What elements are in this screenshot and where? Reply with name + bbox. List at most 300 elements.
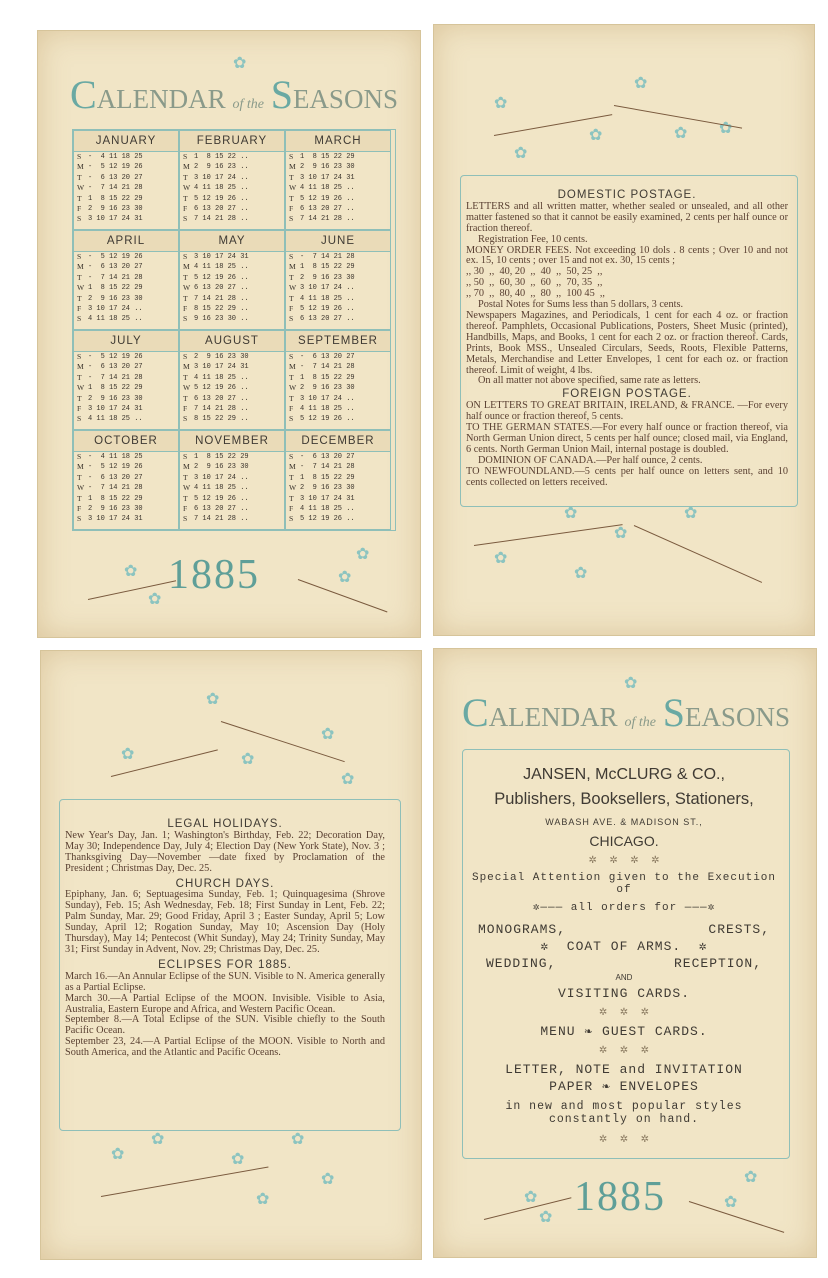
day-numbers: - 7 14 21 28 xyxy=(300,363,355,372)
day-letter: S xyxy=(77,452,82,461)
day-letter: T xyxy=(289,293,294,303)
week-row xyxy=(286,394,390,404)
flower-icon xyxy=(744,1169,760,1185)
week-row xyxy=(74,394,178,404)
day-letter: T xyxy=(77,272,82,282)
postage-card xyxy=(433,24,815,636)
day-letter: W xyxy=(183,383,191,393)
day-letter: F xyxy=(289,204,294,214)
day-letter: M xyxy=(289,262,296,272)
day-letter: W xyxy=(77,283,85,293)
day-numbers: - 6 13 20 27 xyxy=(88,473,143,482)
day-letter: F xyxy=(183,304,188,314)
week-row xyxy=(286,194,390,204)
day-letter: W xyxy=(77,483,85,493)
month-name: SEPTEMBER xyxy=(286,331,390,352)
week-row xyxy=(74,483,178,493)
week-row xyxy=(74,262,178,272)
eclipse-item: March 16.—An Annular Eclipse of the SUN. Visible to N. America generally as a Partial Eclipse. xyxy=(65,970,385,993)
day-numbers: 5 12 19 26 .. xyxy=(194,384,249,393)
day-letter: F xyxy=(289,304,294,314)
week-row xyxy=(286,252,390,262)
day-numbers: 4 11 18 25 .. xyxy=(88,415,143,424)
flower-icon xyxy=(574,565,590,581)
day-numbers: 2 9 16 23 30 xyxy=(88,394,143,403)
foreign-p1: ON LETTERS TO GREAT BRITAIN, IRELAND, & FRANCE. —For every half ounce or fraction thereof, 5 cents. xyxy=(466,400,788,423)
week-row xyxy=(74,273,178,283)
day-numbers: 1 8 15 22 29 xyxy=(88,194,143,203)
week-row xyxy=(74,473,178,483)
day-numbers: 4 11 18 25 .. xyxy=(194,373,249,382)
money-row: ,, 50 ,, 60, 30 ,, 60 ,, 70, 35 ,, xyxy=(466,277,603,289)
month-name: AUGUST xyxy=(180,331,284,352)
day-letter: T xyxy=(183,293,188,303)
wedding-row: WEDDING, RECEPTION, xyxy=(486,956,762,971)
postal-notes-text: Postal Notes for Sums less than 5 dollars, 3 cents. xyxy=(478,299,684,311)
flower-icon xyxy=(121,746,137,762)
flower-icon xyxy=(614,525,630,541)
branch-decoration xyxy=(634,525,762,583)
day-numbers: 3 10 17 24 .. xyxy=(300,284,355,293)
day-numbers: 5 12 19 26 .. xyxy=(194,273,249,282)
day-numbers: 4 11 18 25 .. xyxy=(300,505,355,514)
flower-icon xyxy=(684,505,700,521)
calendar-grid xyxy=(72,129,396,531)
ornament-row: ✲ ✲ ✲ ✲ xyxy=(588,855,660,866)
flower-icon xyxy=(231,1151,247,1167)
month-name: MAY xyxy=(180,231,284,252)
day-letter: F xyxy=(77,504,82,514)
week-row xyxy=(74,194,178,204)
week-row xyxy=(180,483,284,493)
week-row xyxy=(180,183,284,193)
month-block xyxy=(73,230,179,330)
day-numbers: 4 11 18 25 .. xyxy=(194,484,249,493)
week-row xyxy=(286,304,390,314)
day-letter: M xyxy=(289,362,296,372)
on-all-text: On all matter not above specified, same rate as letters. xyxy=(478,375,701,387)
trades-line: Publishers, Booksellers, Stationers, xyxy=(494,790,754,808)
church-heading: CHURCH DAYS. xyxy=(175,877,275,890)
flower-icon xyxy=(356,546,372,562)
week-row xyxy=(74,294,178,304)
week-row xyxy=(180,404,284,414)
day-numbers: - 6 13 20 27 xyxy=(300,453,355,461)
week-row xyxy=(74,504,178,514)
flower-icon xyxy=(341,771,357,787)
month-block xyxy=(285,130,391,230)
calendar-row xyxy=(73,230,395,330)
week-row xyxy=(74,383,178,393)
week-row xyxy=(180,304,284,314)
day-numbers: 5 12 19 26 .. xyxy=(300,515,355,524)
week-row xyxy=(180,283,284,293)
flower-icon xyxy=(514,145,530,161)
paper-line: PAPER ❧ ENVELOPES xyxy=(549,1079,699,1094)
money-row: ,, 70 ,, 80, 40 ,, 80 ,, 100 45 ,, xyxy=(466,288,606,300)
day-numbers: 2 9 16 23 30 xyxy=(300,163,355,172)
week-row xyxy=(180,214,284,224)
week-row xyxy=(74,404,178,414)
day-letter: M xyxy=(183,462,190,472)
city-line: CHICAGO. xyxy=(589,833,659,849)
week-row xyxy=(286,473,390,483)
week-row xyxy=(286,504,390,514)
month-block xyxy=(179,130,285,230)
day-letter: W xyxy=(289,383,297,393)
day-letter: F xyxy=(77,204,82,214)
day-letter: T xyxy=(77,293,82,303)
day-letter: S xyxy=(77,414,82,424)
month-block xyxy=(73,130,179,230)
week-row xyxy=(286,152,390,162)
week-row xyxy=(180,362,284,372)
day-numbers: 2 9 16 23 30 xyxy=(300,273,355,282)
week-row xyxy=(74,304,178,314)
flower-icon xyxy=(206,691,222,707)
day-numbers: 7 14 21 28 .. xyxy=(194,215,249,224)
day-letter: F xyxy=(183,204,188,214)
flower-icon xyxy=(241,751,257,767)
day-letter: W xyxy=(77,183,85,193)
month-block xyxy=(73,430,179,530)
day-numbers: 7 14 21 28 .. xyxy=(194,405,249,414)
day-letter: W xyxy=(183,483,191,493)
and-line: AND xyxy=(615,973,633,982)
day-numbers: 1 8 15 22 29 xyxy=(194,453,249,461)
week-row xyxy=(286,204,390,214)
day-letter: S xyxy=(289,214,294,224)
registration-text: Registration Fee, 10 cents. xyxy=(478,233,588,245)
day-letter: F xyxy=(183,504,188,514)
day-numbers: 8 15 22 29 .. xyxy=(194,305,249,314)
day-numbers: 5 12 19 26 .. xyxy=(300,194,355,203)
legal-heading: LEGAL HOLIDAYS. xyxy=(167,818,283,830)
week-row xyxy=(74,452,178,462)
week-row xyxy=(74,204,178,214)
day-numbers: 1 8 15 22 .. xyxy=(194,153,249,161)
branch-decoration xyxy=(101,1166,269,1197)
day-numbers: 7 14 21 28 .. xyxy=(194,294,249,303)
week-row xyxy=(180,314,284,324)
special-line: Special Attention given to the Execution of xyxy=(471,872,777,896)
styles-line: in new and most popular styles constantly on hand. xyxy=(505,1100,743,1126)
day-letter: M xyxy=(289,162,296,172)
week-row xyxy=(180,204,284,214)
week-row xyxy=(286,294,390,304)
day-letter: W xyxy=(289,183,297,193)
monograms-row: MONOGRAMS, CRESTS, xyxy=(478,922,770,937)
day-letter: M xyxy=(77,362,84,372)
day-letter: T xyxy=(77,372,82,382)
ornament-row: ✲ ✲ ✲ xyxy=(598,1007,650,1018)
day-numbers: 1 8 15 22 29 xyxy=(88,384,143,393)
day-numbers: 2 9 16 23 .. xyxy=(194,163,249,172)
month-block xyxy=(285,230,391,330)
week-row xyxy=(286,262,390,272)
day-numbers: - 7 14 21 28 xyxy=(88,273,143,282)
day-numbers: - 5 12 19 26 xyxy=(88,163,143,172)
week-row xyxy=(180,173,284,183)
day-letter: F xyxy=(289,404,294,414)
day-letter: T xyxy=(289,193,294,203)
day-numbers: 4 11 18 25 .. xyxy=(300,294,355,303)
day-letter: S xyxy=(289,514,294,524)
all-orders-line: ✲——— all orders for ———✲ xyxy=(532,902,716,914)
foreign-p3: DOMINION OF CANADA.—Per half ounce, 2 cents. xyxy=(478,454,703,466)
address-line: WABASH AVE. & MADISON ST., xyxy=(545,817,703,827)
day-numbers: 1 8 15 22 29 xyxy=(300,473,355,482)
flower-icon xyxy=(338,569,354,585)
month-block xyxy=(179,430,285,530)
week-row xyxy=(286,383,390,393)
day-letter: M xyxy=(183,362,190,372)
week-row xyxy=(180,473,284,483)
flower-icon xyxy=(321,1171,337,1187)
day-numbers: - 6 13 20 27 xyxy=(88,173,143,182)
day-letter: M xyxy=(77,262,84,272)
day-numbers: 3 10 17 24 31 xyxy=(194,363,249,372)
day-letter: S xyxy=(289,452,294,461)
day-numbers: - 7 14 21 28 xyxy=(300,253,355,261)
day-letter: S xyxy=(183,214,188,224)
day-numbers: 3 10 17 24 .. xyxy=(194,173,249,182)
day-numbers: 4 11 18 25 .. xyxy=(300,405,355,414)
day-numbers: 8 15 22 29 .. xyxy=(194,415,249,424)
ornament-row: ✲ ✲ ✲ xyxy=(598,1134,650,1145)
day-letter: S xyxy=(77,314,82,324)
week-row xyxy=(180,414,284,424)
branch-decoration xyxy=(474,524,623,546)
month-block xyxy=(285,430,391,530)
newspapers-text: Newspapers Magazines, and Periodicals, 1 cent for each 4 oz. or fraction thereof. Pamphlets, Occasional Publications, Posters, Sheet Music (printed), Handbills, Maps, and Books, 1 cent for each 2 oz. or fraction thereof. Cards, Prints, Book MSS., Unsealed Circulars, Seeds, Roots, Flexible Patterns, Metals, Merchandise and Letter Envelopes, 1 cent for each oz. or fraction thereof. Limit of weight, 4 lbs. xyxy=(466,309,788,376)
day-numbers: 1 8 15 22 29 xyxy=(88,494,143,503)
month-name: FEBRUARY xyxy=(180,131,284,152)
day-numbers: 2 9 16 23 30 xyxy=(300,484,355,493)
flower-icon xyxy=(624,675,640,691)
day-letter: W xyxy=(183,283,191,293)
week-row xyxy=(180,373,284,383)
day-numbers: 3 10 17 24 31 xyxy=(300,494,355,503)
day-letter: T xyxy=(183,472,188,482)
week-row xyxy=(74,494,178,504)
day-letter: M xyxy=(289,462,296,472)
day-numbers: 1 8 15 22 29 xyxy=(88,284,143,293)
day-letter: T xyxy=(289,472,294,482)
week-row xyxy=(74,414,178,424)
church-text: Epiphany, Jan. 6; Septuagesima Sunday, Feb. 1; Quinquagesima (Shrove Sunday), Feb. 15; Ash Wednesday, Feb. 18; First Sunday in Lent, Feb. 22; Palm Sunday, Mar. 29; Good Friday, April 3 ; Easter Sunday, April 5; Low Sunday, April 12; Rogation Sunday, May 10; Ascension Day (Holy Thursday), May 14; Pentecost (Whit Sunday), May 24; Trinity Sunday, May 31; First Sunday in Advent, Nov. 29; Christmas Day, Dec. 25. xyxy=(65,889,385,955)
month-block xyxy=(73,330,179,430)
month-block xyxy=(179,330,285,430)
week-row xyxy=(286,173,390,183)
flower-icon xyxy=(291,1131,307,1147)
week-row xyxy=(74,152,178,162)
day-numbers: 4 11 18 25 .. xyxy=(300,184,355,193)
week-row xyxy=(180,514,284,524)
week-row xyxy=(286,483,390,493)
foreign-p2: TO THE GERMAN STATES.—For every half ounce or fraction thereof, via North German Union direct, 5 cents per half ounce; closed mail, via England, 6 cents. North German Union Mail, internal postage is doubled. xyxy=(466,422,788,455)
week-row xyxy=(180,494,284,504)
day-numbers: 3 10 17 24 31 xyxy=(88,215,143,224)
day-numbers: 2 9 16 23 30 xyxy=(88,505,143,514)
day-numbers: - 4 11 18 25 xyxy=(88,453,143,461)
week-row xyxy=(180,194,284,204)
money-order-text: MONEY ORDER FEES. Not exceeding 10 dols . 8 cents ; Over 10 and not ex. 15, 10 cents ; over 15 and not ex. 30, 15 cents ; xyxy=(466,244,788,267)
day-numbers: 4 11 18 25 .. xyxy=(194,184,249,193)
day-numbers: 6 13 20 27 .. xyxy=(194,505,249,514)
day-numbers: 3 10 17 24 31 xyxy=(88,405,143,414)
week-row xyxy=(180,452,284,462)
day-numbers: - 6 13 20 27 xyxy=(88,363,143,372)
week-row xyxy=(286,283,390,293)
eclipse-item: September 23, 24.—A Partial Eclipse of the MOON. Visible to North and South America, and the Atlantic and Pacific Oceans. xyxy=(65,1036,385,1059)
day-letter: S xyxy=(77,152,82,161)
eclipse-item: March 30.—A Partial Eclipse of the MOON. Invisible. Visible to Asia, Australia, Eastern Europe and Africa, and Western Pacific Ocean. xyxy=(65,992,385,1015)
day-numbers: 1 8 15 22 29 xyxy=(300,373,355,382)
day-letter: S xyxy=(289,352,294,361)
day-numbers: 4 11 18 25 .. xyxy=(88,315,143,324)
day-letter: S xyxy=(289,252,294,261)
day-numbers: 2 9 16 23 30 xyxy=(194,353,249,361)
postage-text xyxy=(466,188,788,488)
day-numbers: 4 11 18 25 .. xyxy=(194,263,249,272)
day-numbers: 2 9 16 23 30 xyxy=(88,294,143,303)
day-numbers: 6 13 20 27 .. xyxy=(300,205,355,214)
day-numbers: 3 10 17 24 31 xyxy=(88,515,143,524)
flower-icon xyxy=(724,1194,740,1210)
flower-icon xyxy=(524,1189,540,1205)
day-letter: S xyxy=(183,514,188,524)
flower-icon xyxy=(256,1191,272,1207)
week-row xyxy=(286,352,390,362)
week-row xyxy=(180,152,284,162)
week-row xyxy=(74,252,178,262)
month-name: APRIL xyxy=(74,231,178,252)
day-letter: T xyxy=(183,372,188,382)
calendar-year: 1885 xyxy=(168,552,260,598)
day-numbers: 3 10 17 24 .. xyxy=(88,305,143,314)
day-letter: S xyxy=(183,152,188,161)
day-numbers: - 4 11 18 25 xyxy=(88,153,143,161)
week-row xyxy=(74,214,178,224)
calendar-row xyxy=(73,330,395,430)
day-letter: T xyxy=(183,272,188,282)
flower-icon xyxy=(494,550,510,566)
foreign-heading: FOREIGN POSTAGE. xyxy=(562,388,692,401)
holidays-text xyxy=(65,817,385,1059)
week-row xyxy=(286,452,390,462)
day-numbers: - 7 14 21 28 xyxy=(300,463,355,472)
week-row xyxy=(286,414,390,424)
day-letter: T xyxy=(183,493,188,503)
advert-title: CALENDAR of the SEASONS xyxy=(462,690,790,735)
day-letter: M xyxy=(183,262,190,272)
week-row xyxy=(74,283,178,293)
calendar-card xyxy=(37,30,421,638)
month-name: OCTOBER xyxy=(74,431,178,452)
eclipse-item: September 8.—A Total Eclipse of the SUN. Visible chiefly to the South Pacific Ocean. xyxy=(65,1014,385,1037)
day-letter: S xyxy=(183,414,188,424)
flower-icon xyxy=(719,120,735,136)
day-letter: S xyxy=(289,152,294,161)
day-numbers: 1 8 15 22 29 xyxy=(300,153,355,161)
day-letter: W xyxy=(77,383,85,393)
day-letter: S xyxy=(289,314,294,324)
day-numbers: 5 12 19 26 .. xyxy=(194,494,249,503)
day-letter: W xyxy=(289,483,297,493)
flower-icon xyxy=(674,125,690,141)
week-row xyxy=(286,273,390,283)
day-letter: S xyxy=(183,314,188,324)
day-letter: M xyxy=(183,162,190,172)
week-row xyxy=(74,314,178,324)
day-letter: T xyxy=(77,193,82,203)
day-numbers: 2 9 16 23 30 xyxy=(194,463,249,472)
day-numbers: 9 16 23 30 .. xyxy=(194,315,249,324)
day-letter: S xyxy=(77,514,82,524)
month-name: JUNE xyxy=(286,231,390,252)
domestic-heading: DOMESTIC POSTAGE. xyxy=(557,189,697,201)
calendar-title: CALENDAR of the SEASONS xyxy=(70,72,398,117)
month-block xyxy=(179,230,285,330)
visiting-line: VISITING CARDS. xyxy=(557,986,691,1001)
domestic-p1: LETTERS and all written matter, whether sealed or unsealed, and all other matter fastened so that it cannot be easily examined, 2 cents per half ounce or fraction thereof. xyxy=(466,200,788,234)
money-row: ,, 30 ,, 40, 20 ,, 40 ,, 50, 25 ,, xyxy=(466,266,603,278)
month-name: NOVEMBER xyxy=(180,431,284,452)
week-row xyxy=(74,514,178,524)
week-row xyxy=(180,252,284,262)
day-numbers: 2 9 16 23 30 xyxy=(300,384,355,393)
foreign-p4: TO NEWFOUNDLAND.—5 cents per half ounce on letters sent, and 10 cents collected on letters received. xyxy=(466,465,788,488)
day-numbers: 7 14 21 28 .. xyxy=(194,515,249,524)
day-numbers: 5 12 19 26 .. xyxy=(194,194,249,203)
day-numbers: 5 12 19 26 .. xyxy=(300,305,355,314)
day-letter: T xyxy=(183,172,188,182)
day-letter: S xyxy=(183,452,188,461)
advert-year: 1885 xyxy=(574,1174,666,1220)
day-letter: S xyxy=(289,414,294,424)
month-name: JANUARY xyxy=(74,131,178,152)
day-letter: T xyxy=(77,493,82,503)
day-letter: T xyxy=(183,193,188,203)
week-row xyxy=(286,162,390,172)
month-block xyxy=(285,330,391,430)
day-numbers: - 5 12 19 26 xyxy=(88,463,143,472)
menu-line: MENU ❧ GUEST CARDS. xyxy=(540,1024,708,1039)
week-row xyxy=(286,314,390,324)
day-letter: M xyxy=(77,462,84,472)
day-letter: F xyxy=(77,404,82,414)
holidays-card xyxy=(40,650,422,1260)
week-row xyxy=(74,173,178,183)
week-row xyxy=(286,373,390,383)
day-numbers: 5 12 19 26 .. xyxy=(300,415,355,424)
flower-icon xyxy=(151,1131,167,1147)
day-numbers: - 6 13 20 27 xyxy=(88,263,143,272)
week-row xyxy=(180,462,284,472)
day-letter: S xyxy=(77,214,82,224)
ornament-row: ✲ ✲ ✲ xyxy=(598,1045,650,1056)
day-numbers: 6 13 20 27 .. xyxy=(300,315,355,324)
week-row xyxy=(74,162,178,172)
day-numbers: 3 10 17 24 .. xyxy=(194,473,249,482)
eclipses-heading: ECLIPSES FOR 1885. xyxy=(158,958,292,971)
flower-icon xyxy=(589,127,605,143)
flower-icon xyxy=(564,505,580,521)
day-numbers: - 6 13 20 27 xyxy=(300,353,355,361)
week-row xyxy=(286,362,390,372)
day-numbers: 3 10 17 24 .. xyxy=(300,394,355,403)
